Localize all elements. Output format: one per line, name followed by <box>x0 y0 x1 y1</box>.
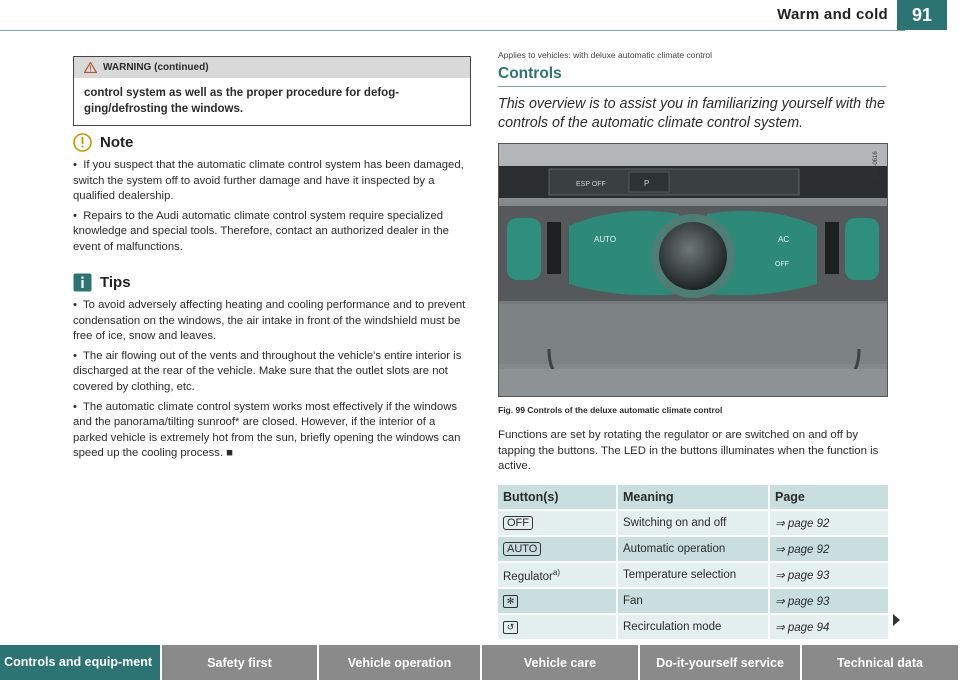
page-ref-link[interactable]: ⇒ page 94 <box>768 613 888 639</box>
recirculation-icon: ↺ <box>503 621 518 634</box>
footnote-mark: a) <box>552 567 560 577</box>
intro-text: This overview is to assist you in familiarizing yourself with the controls of the automatic climate control system. <box>498 96 885 131</box>
tips-section <box>73 273 468 466</box>
meaning-cell: Temperature selection <box>616 561 768 587</box>
climate-panel-illustration <box>499 144 887 396</box>
off-button-label: OFF <box>775 261 789 268</box>
section-divider <box>498 86 886 87</box>
continue-arrow-icon <box>893 614 900 626</box>
warning-header <box>74 57 470 78</box>
tips-bullet: • The automatic climate control system works most effectively if the windows and the panorama/tilting sunroof* are closed. However, if the interior of a parked vehicle is extremely hot from the sun, briefly opening the windows can speed up the cooling process. ■ <box>73 400 461 460</box>
meaning-cell: Fan <box>616 587 768 613</box>
warning-heading: WARNING (continued) <box>103 62 209 73</box>
figure-caption: Fig. 99 Controls of the deluxe automatic climate control <box>498 405 723 415</box>
page-ref-link[interactable]: ⇒ page 93 <box>768 561 888 587</box>
climate-control-photo <box>498 143 888 397</box>
note-bullet: • Repairs to the Audi automatic climate control system require specialized knowledge and special tools. Therefore, contact an authorized dealer in the event of malfunctions. <box>73 209 449 253</box>
meaning-cell: Automatic operation <box>616 535 768 561</box>
section-title: Controls <box>498 65 562 82</box>
tips-heading: Tips <box>100 274 131 291</box>
warning-text: control system as well as the proper procedure for defog-ging/defrosting the windows. <box>84 87 400 115</box>
column-header: Page <box>768 485 888 509</box>
ac-button-label: AC <box>778 235 790 244</box>
table-row <box>498 613 888 639</box>
figure-code: B8K-0616 <box>873 151 879 178</box>
column-header: Meaning <box>616 485 768 509</box>
header-divider <box>0 30 905 31</box>
applies-to-note: Applies to vehicles: with deluxe automatic climate control <box>498 50 713 60</box>
functions-text: Functions are set by rotating the regulator or are switched on and off by tapping the buttons. The LED in the buttons illuminates when the function is active. <box>498 429 879 473</box>
table-row <box>498 561 888 587</box>
off-key: OFF <box>503 516 533 530</box>
column-header: Button(s) <box>498 485 616 509</box>
auto-key: AUTO <box>503 542 541 556</box>
warning-triangle-icon <box>84 62 97 73</box>
svg-text:P: P <box>644 179 650 188</box>
note-bullet: • If you suspect that the automatic climate control system has been damaged, switch the system off to avoid further damage and have it inspected by a qualified dealership. <box>73 159 464 203</box>
table-row <box>498 535 888 561</box>
page-number: 91 <box>897 0 947 30</box>
auto-button-label: AUTO <box>594 235 617 244</box>
footer-tab-safety[interactable]: Safety first <box>162 645 319 680</box>
footer-tab-vehicle-operation[interactable]: Vehicle operation <box>319 645 482 680</box>
table-header-row <box>498 485 888 509</box>
footer-tab-controls[interactable]: Controls and equip-ment <box>0 645 162 680</box>
meaning-cell: Switching on and off <box>616 509 768 535</box>
page-ref-link[interactable]: ⇒ page 92 <box>768 535 888 561</box>
footer-nav <box>0 645 960 680</box>
footer-tab-vehicle-care[interactable]: Vehicle care <box>482 645 640 680</box>
page-ref-link[interactable]: ⇒ page 93 <box>768 587 888 613</box>
esp-off-label: ESP OFF <box>576 181 606 188</box>
note-icon <box>73 133 92 152</box>
controls-table <box>498 485 888 639</box>
footer-tab-technical-data[interactable]: Technical data <box>802 645 960 680</box>
fan-icon: ✻ <box>503 595 518 608</box>
info-icon <box>73 273 92 292</box>
warning-box <box>73 56 471 126</box>
footer-tab-diy-service[interactable]: Do-it-yourself service <box>640 645 802 680</box>
table-row <box>498 509 888 535</box>
regulator-label: Regulator <box>503 570 553 583</box>
page-ref-link[interactable]: ⇒ page 92 <box>768 509 888 535</box>
tips-bullet: • The air flowing out of the vents and throughout the vehicle's entire interior is discharged at the rear of the vehicle. Make sure that the outlet slots are not covered by clothing, etc. <box>73 349 462 393</box>
tips-bullet: • To avoid adversely affecting heating and cooling performance and to prevent condensation on the windows, the air intake in front of the windshield must be free of ice, snow and leaves. <box>73 299 466 343</box>
table-row <box>498 587 888 613</box>
meaning-cell: Recirculation mode <box>616 613 768 639</box>
note-heading: Note <box>100 134 134 151</box>
page-header-title: Warm and cold <box>777 6 888 23</box>
note-section <box>73 133 468 260</box>
